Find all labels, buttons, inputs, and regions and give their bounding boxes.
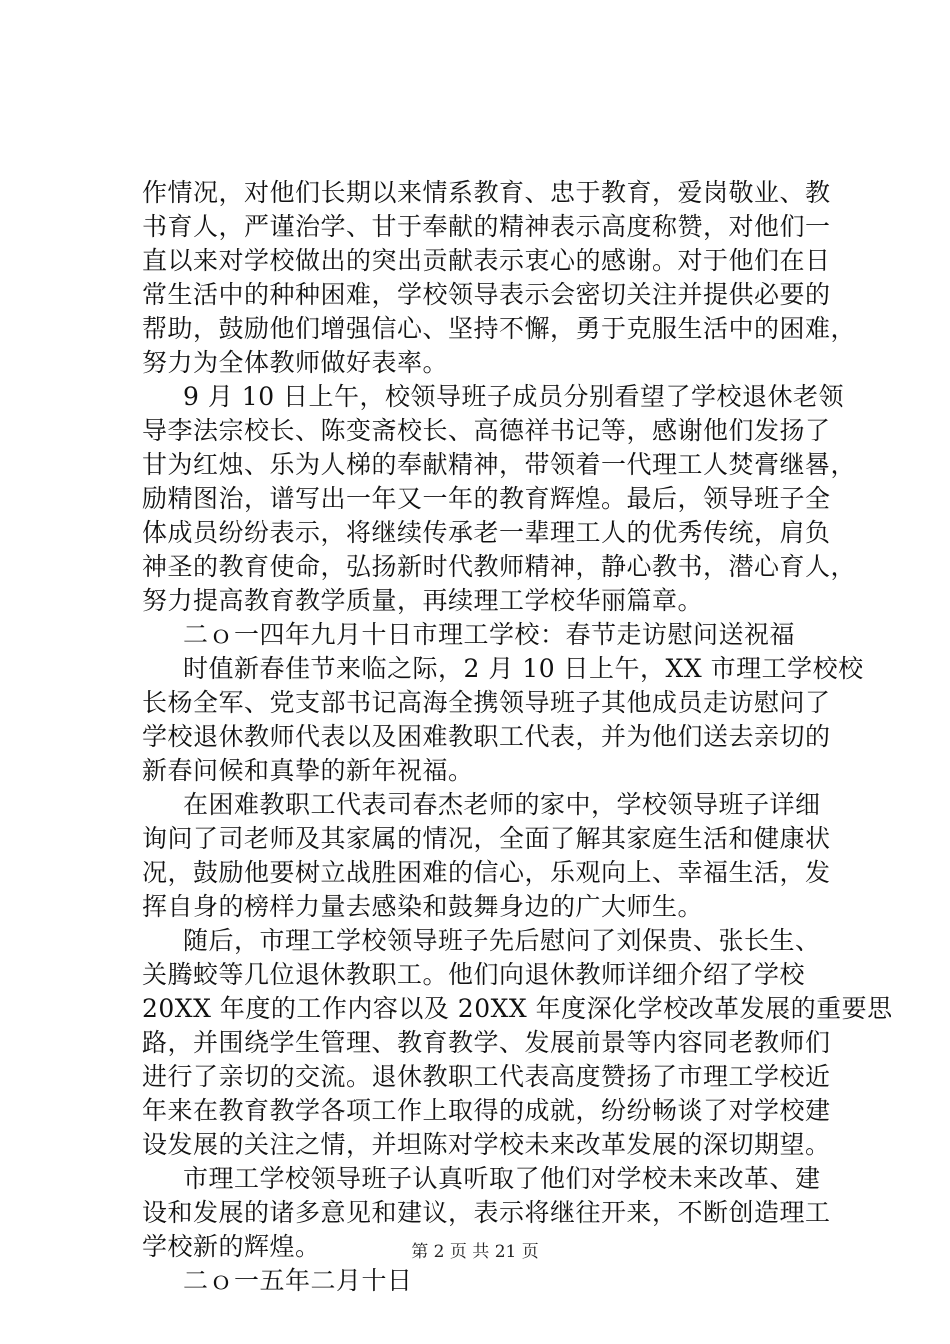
text-line: 年来在教育教学各项工作上取得的成就，纷纷畅谈了对学校建: [142, 1096, 831, 1125]
paragraph-first-line: 市理工学校领导班子认真听取了他们对学校未来改革、建: [183, 1164, 821, 1193]
text-line: 常生活中的种种困难，学校领导表示会密切关注并提供必要的: [142, 280, 831, 309]
text-line: 神圣的教育使命，弘扬新时代教师精神，静心教书，潜心育人，: [142, 552, 857, 581]
text-line: 长杨全军、党支部书记高海全携领导班子其他成员走访慰问了: [142, 688, 831, 717]
text-line: 况，鼓励他要树立战胜困难的信心，乐观向上、幸福生活，发: [142, 858, 831, 887]
paragraph-first-line: 时值新春佳节来临之际，2 月 10 日上午，XX 市理工学校校: [183, 654, 864, 683]
text-line: 设和发展的诸多意见和建议，表示将继往开来，不断创造理工: [142, 1198, 831, 1227]
paragraph-first-line: 随后，市理工学校领导班子先后慰问了刘保贵、张长生、: [183, 926, 821, 955]
text-line: 甘为红烛、乐为人梯的奉献精神，带领着一代理工人焚膏继晷，: [142, 450, 857, 479]
text-line: 挥自身的榜样力量去感染和鼓舞身边的广大师生。: [142, 892, 704, 921]
document-body: [142, 176, 893, 1298]
text-line: 设发展的关注之情，并坦陈对学校未来改革发展的深切期望。: [142, 1130, 831, 1159]
text-line: 努力为全体教师做好表率。: [142, 348, 449, 377]
paragraph-first-line: 在困难教职工代表司春杰老师的家中，学校领导班子详细: [183, 790, 821, 819]
text-line: 努力提高教育教学质量，再续理工学校华丽篇章。: [142, 586, 704, 615]
text-line: 关腾蛟等几位退休教职工。他们向退休教师详细介绍了学校: [142, 960, 806, 989]
paragraph-first-line: 9 月 10 日上午，校领导班子成员分别看望了学校退休老领: [183, 382, 845, 411]
text-line: 路，并围绕学生管理、教育教学、发展前景等内容同老教师们: [142, 1028, 831, 1057]
date-line: 二ｏ一五年二月十日: [183, 1266, 413, 1295]
text-line: 新春问候和真挚的新年祝福。: [142, 756, 474, 785]
text-line: 导李法宗校长、陈变斋校长、高德祥书记等，感谢他们发扬了: [142, 416, 831, 445]
text-line: 学校新的辉煌。: [142, 1232, 321, 1261]
text-line: 励精图治，谱写出一年又一年的教育辉煌。最后，领导班子全: [142, 484, 831, 513]
text-line: 作情况，对他们长期以来情系教育、忠于教育，爱岗敬业、教: [142, 178, 831, 207]
text-line: 体成员纷纷表示，将继续传承老一辈理工人的优秀传统，肩负: [142, 518, 831, 547]
text-line: 学校退休教师代表以及困难教职工代表，并为他们送去亲切的: [142, 722, 831, 751]
text-line: 进行了亲切的交流。退休教职工代表高度赞扬了市理工学校近: [142, 1062, 831, 1091]
text-line: 直以来对学校做出的突出贡献表示衷心的感谢。对于他们在日: [142, 246, 831, 275]
section-title-line: 二ｏ一四年九月十日市理工学校：春节走访慰问送祝福: [183, 620, 796, 649]
page-footer: [0, 1240, 950, 1264]
text-line: 询问了司老师及其家属的情况，全面了解其家庭生活和健康状: [142, 824, 831, 853]
page-number-label: 第 2 页 共 21 页: [411, 1242, 539, 1262]
text-line: 20XX 年度的工作内容以及 20XX 年度深化学校改革发展的重要思: [142, 994, 893, 1023]
text-line: 帮助，鼓励他们增强信心、坚持不懈，勇于克服生活中的困难，: [142, 314, 857, 343]
text-line: 书育人，严谨治学、甘于奉献的精神表示高度称赞，对他们一: [142, 212, 831, 241]
